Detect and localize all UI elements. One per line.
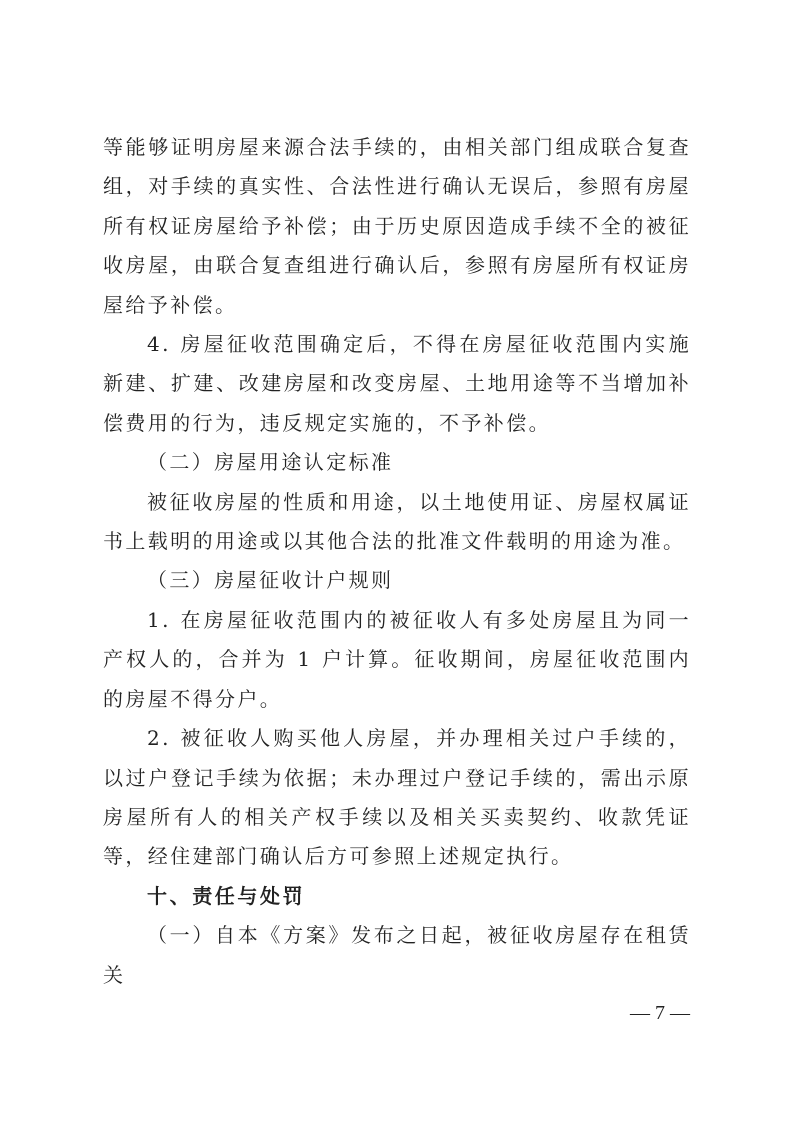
paragraph-item-2: 2. 被征收人购买他人房屋，并办理相关过户手续的，以过户登记手续为依据；未办理过户登记手续的，需出示原房屋所有人的相关产权手续以及相关买卖契约、收款凭证等，经住建部门确认后方可参照上述规定执行。 [103,726,691,869]
paragraph-item-4: 4. 房屋征收范围确定后，不得在房屋征收范围内实施新建、扩建、改建房屋和改变房屋、土地用途等不当增加补偿费用的行为，违反规定实施的，不予补偿。 [103,332,691,435]
paragraph-usage-standard: 被征收房屋的性质和用途，以土地使用证、房屋权属证书上载明的用途或以其他合法的批准文件载明的用途为准。 [103,489,691,554]
subheading-usage-standard: （二）房屋用途认定标准 [147,450,394,475]
subheading-household-rules: （三）房屋征收计户规则 [147,568,394,593]
paragraph-lease-relation: （一）自本《方案》发布之日起，被征收房屋存在租赁关 [103,923,691,987]
section-heading-responsibility: 十、责任与处罚 [147,883,306,908]
page-number: — 7 — [630,1002,690,1024]
paragraph-compensation-review: 等能够证明房屋来源合法手续的，由相关部门组成联合复查组，对手续的真实性、合法性进行确认无误后，参照有房屋所有权证房屋给予补偿；由于历史原因造成手续不全的被征收房屋，由联合复查组进行确认后，参照有房屋所有权证房屋给予补偿。 [103,135,691,317]
paragraph-item-1: 1. 在房屋征收范围内的被征收人有多处房屋且为同一产权人的，合并为 1 户计算。征收期间，房屋征收范围内的房屋不得分户。 [103,607,691,711]
document-body [103,128,691,995]
